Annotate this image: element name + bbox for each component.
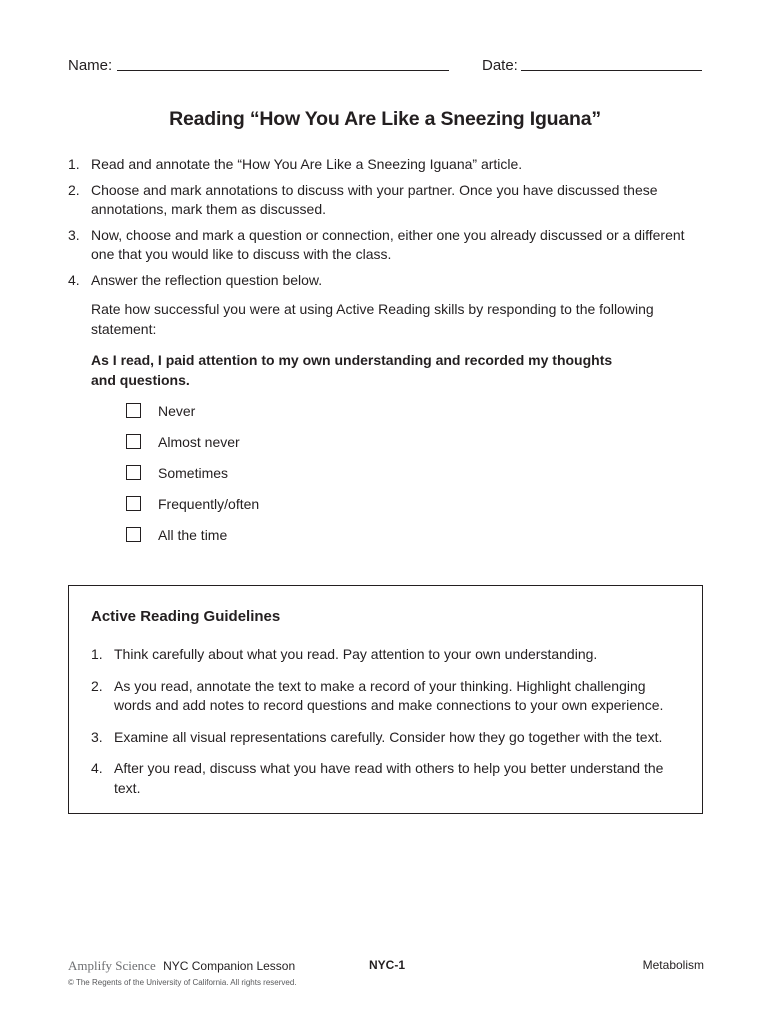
item-text: As you read, annotate the text to make a record of your thinking. Highlight challenging words and add notes to record questions and make connections to your own experience. bbox=[114, 677, 664, 713]
guideline-item bbox=[91, 728, 684, 748]
checkbox[interactable] bbox=[126, 465, 141, 480]
instruction-item bbox=[68, 181, 691, 220]
item-number: 1. bbox=[91, 646, 103, 662]
item-text: Now, choose and mark a question or connection, either one you already discussed or a different one that you would like to discuss with the class. bbox=[91, 226, 685, 262]
checkbox[interactable] bbox=[126, 527, 141, 542]
item-number: 4. bbox=[91, 760, 103, 776]
item-number: 4. bbox=[68, 271, 80, 288]
guidelines-box bbox=[68, 585, 703, 814]
instruction-item bbox=[68, 271, 691, 291]
footer-left bbox=[68, 958, 295, 974]
item-number: 2. bbox=[68, 181, 80, 198]
item-number: 3. bbox=[68, 226, 80, 243]
option-label: Frequently/often bbox=[158, 496, 260, 512]
brand-logo: Amplify Science bbox=[68, 958, 156, 973]
instruction-list bbox=[68, 155, 691, 296]
unit-name: Metabolism bbox=[642, 958, 704, 972]
name-label: Name: bbox=[68, 57, 113, 74]
option-label: Almost never bbox=[158, 434, 240, 450]
copyright: © The Regents of the University of California. All rights reserved. bbox=[68, 978, 297, 987]
reflection-prompt: Rate how successful you were at using Active Reading skills by responding to the following statement: bbox=[91, 301, 654, 337]
item-text: After you read, discuss what you have read with others to help you better understand the text. bbox=[114, 760, 664, 796]
item-text: Choose and mark annotations to discuss with your partner. Once you have discussed these annotations, mark them as discussed. bbox=[91, 181, 658, 217]
item-number: 2. bbox=[91, 677, 103, 694]
lesson-label: NYC Companion Lesson bbox=[163, 959, 296, 973]
option-label: Sometimes bbox=[158, 465, 229, 481]
guideline-item bbox=[91, 759, 684, 798]
name-field[interactable] bbox=[117, 70, 449, 71]
option-label: All the time bbox=[158, 527, 228, 543]
item-number: 3. bbox=[91, 728, 103, 745]
date-label: Date: bbox=[482, 57, 518, 74]
page-title: Reading “How You Are Like a Sneezing Iguana” bbox=[169, 108, 601, 130]
option-label: Never bbox=[158, 403, 196, 419]
guideline-item bbox=[91, 677, 684, 716]
item-text: Answer the reflection question below. bbox=[91, 271, 323, 288]
item-text: Examine all visual representations carefully. Consider how they go together with the text. bbox=[114, 728, 663, 745]
checkbox[interactable] bbox=[126, 403, 141, 418]
reflection-statement: As I read, I paid attention to my own understanding and recorded my thoughts and questions. bbox=[91, 352, 613, 388]
date-field[interactable] bbox=[521, 70, 702, 71]
guidelines-title: Active Reading Guidelines bbox=[91, 608, 281, 625]
item-number: 1. bbox=[68, 156, 80, 172]
page-number: NYC-1 bbox=[369, 958, 406, 972]
guideline-item bbox=[91, 645, 684, 665]
checkbox[interactable] bbox=[126, 434, 141, 449]
instruction-item bbox=[68, 155, 691, 175]
instruction-item bbox=[68, 226, 691, 265]
item-text: Read and annotate the “How You Are Like a Sneezing Iguana” article. bbox=[91, 156, 523, 172]
checkbox[interactable] bbox=[126, 496, 141, 511]
guidelines-list bbox=[91, 645, 684, 810]
item-text: Think carefully about what you read. Pay attention to your own understanding. bbox=[114, 646, 598, 662]
